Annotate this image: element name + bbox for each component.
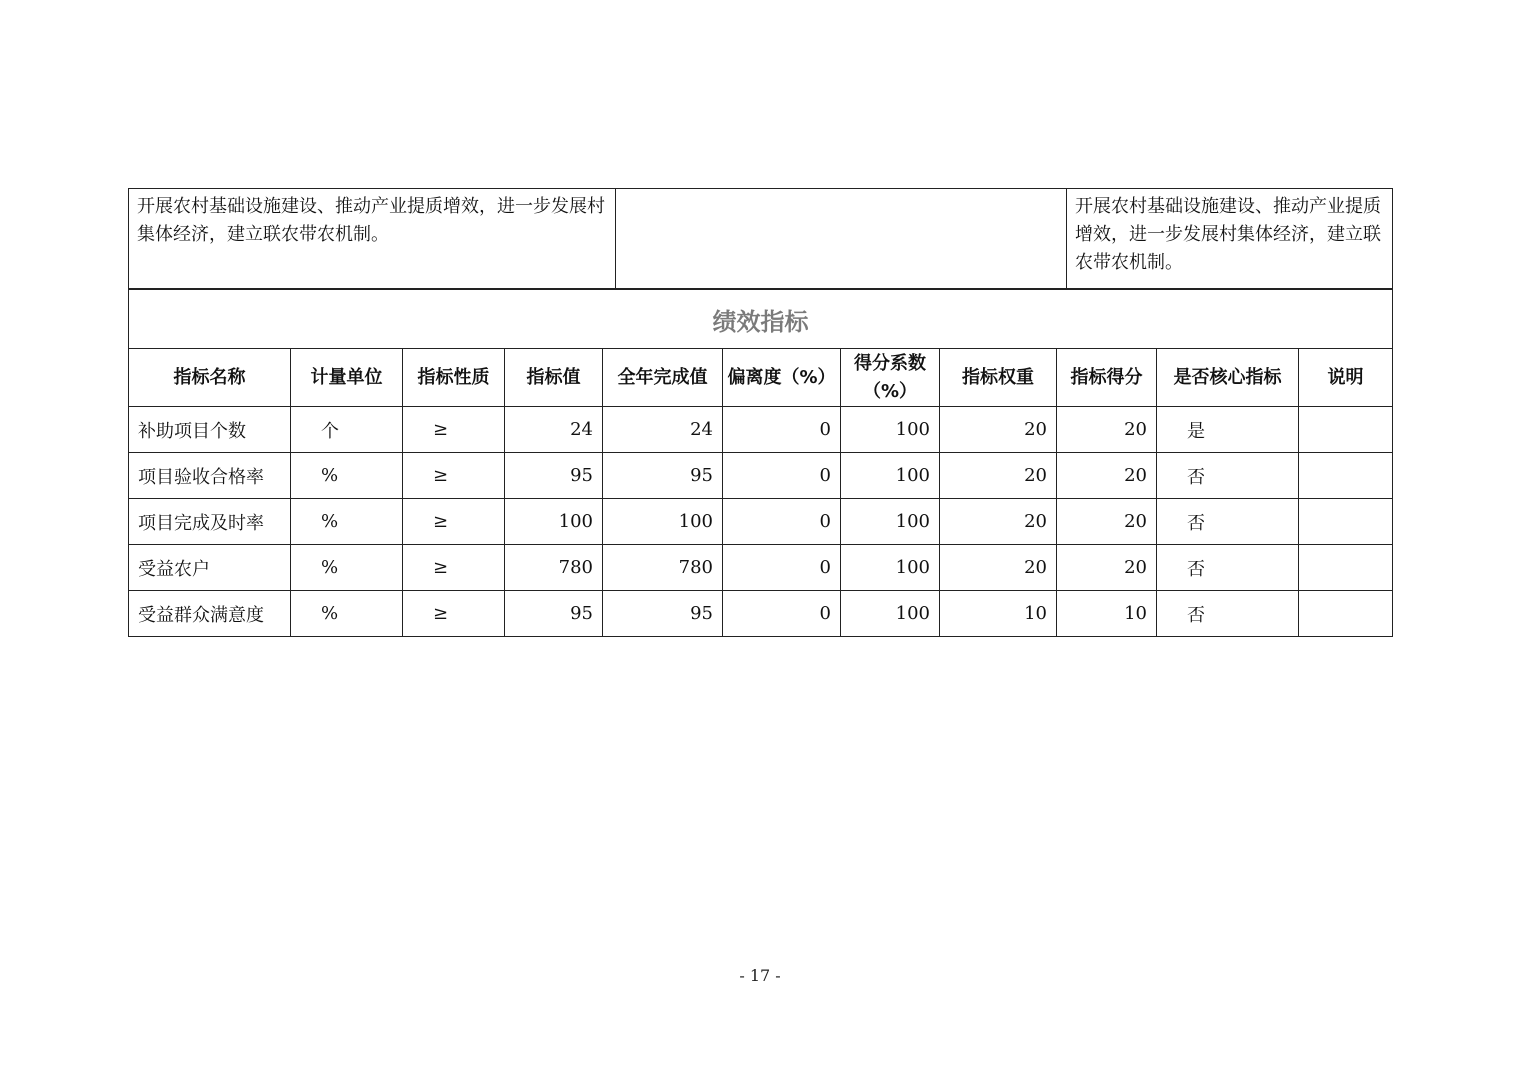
score-coef-cell: 100 [841,499,940,545]
header-deviation: 偏离度（%） [723,349,841,407]
is-core-cell: 否 [1157,591,1299,637]
actual-value-cell: 100 [603,499,723,545]
note-cell [1299,545,1393,591]
page-number: - 17 - [739,966,781,985]
deviation-cell: 0 [723,591,841,637]
unit-cell: % [291,545,403,591]
is-core-cell: 否 [1157,453,1299,499]
score-coef-cell: 100 [841,545,940,591]
unit-cell: 个 [291,407,403,453]
unit-cell: % [291,499,403,545]
deviation-cell: 0 [723,407,841,453]
score-cell: 20 [1057,453,1157,499]
header-core: 是否核心指标 [1157,349,1299,407]
deviation-cell: 0 [723,545,841,591]
table-row [129,545,1393,591]
note-cell [1299,499,1393,545]
indicator-name-cell: 受益农户 [129,545,291,591]
header-target: 指标值 [505,349,603,407]
table-row [129,407,1393,453]
indicator-name-cell: 项目验收合格率 [129,453,291,499]
actual-value-cell: 24 [603,407,723,453]
target-value-cell: 95 [505,453,603,499]
score-cell: 20 [1057,407,1157,453]
header-name: 指标名称 [129,349,291,407]
nature-cell: ≥ [403,499,505,545]
is-core-cell: 否 [1157,499,1299,545]
header-score-coef: 得分系数（%） [841,349,940,407]
target-value-cell: 100 [505,499,603,545]
indicator-name-cell: 补助项目个数 [129,407,291,453]
goal-row [129,189,1393,289]
score-coef-cell: 100 [841,453,940,499]
indicator-section-title: 绩效指标 [129,290,1393,349]
note-cell [1299,453,1393,499]
weight-cell: 10 [940,591,1057,637]
is-core-cell: 否 [1157,545,1299,591]
unit-cell: % [291,591,403,637]
header-score: 指标得分 [1057,349,1157,407]
indicator-name-cell: 项目完成及时率 [129,499,291,545]
header-weight: 指标权重 [940,349,1057,407]
score-cell: 10 [1057,591,1157,637]
nature-cell: ≥ [403,591,505,637]
indicator-table [128,289,1393,637]
nature-cell: ≥ [403,407,505,453]
weight-cell: 20 [940,499,1057,545]
goal-table [128,188,1393,289]
header-nature: 指标性质 [403,349,505,407]
score-cell: 20 [1057,499,1157,545]
nature-cell: ≥ [403,545,505,591]
indicator-name-cell: 受益群众满意度 [129,591,291,637]
goal-right-cell: 开展农村基础设施建设、推动产业提质增效，进一步发展村集体经济，建立联农带农机制。 [1067,189,1393,289]
deviation-cell: 0 [723,499,841,545]
goal-middle-cell [616,189,1067,289]
target-value-cell: 95 [505,591,603,637]
score-cell: 20 [1057,545,1157,591]
nature-cell: ≥ [403,453,505,499]
table-row [129,499,1393,545]
deviation-cell: 0 [723,453,841,499]
table-row [129,453,1393,499]
actual-value-cell: 95 [603,591,723,637]
weight-cell: 20 [940,545,1057,591]
score-coef-cell: 100 [841,407,940,453]
score-coef-cell: 100 [841,591,940,637]
note-cell [1299,591,1393,637]
note-cell [1299,407,1393,453]
weight-cell: 20 [940,407,1057,453]
actual-value-cell: 95 [603,453,723,499]
header-unit: 计量单位 [291,349,403,407]
target-value-cell: 24 [505,407,603,453]
actual-value-cell: 780 [603,545,723,591]
goal-left-cell: 开展农村基础设施建设、推动产业提质增效，进一步发展村集体经济，建立联农带农机制。 [129,189,616,289]
indicator-header-row [129,349,1393,407]
header-note: 说明 [1299,349,1393,407]
target-value-cell: 780 [505,545,603,591]
weight-cell: 20 [940,453,1057,499]
unit-cell: % [291,453,403,499]
header-actual: 全年完成值 [603,349,723,407]
table-row [129,591,1393,637]
is-core-cell: 是 [1157,407,1299,453]
